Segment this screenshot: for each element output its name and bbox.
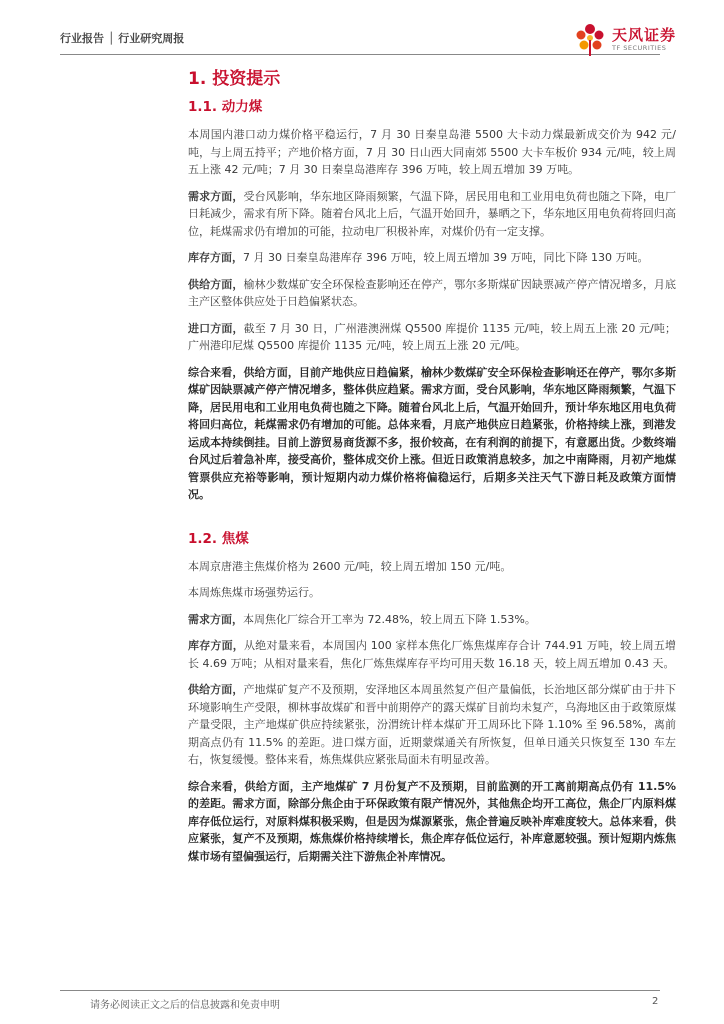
page-number: 2 — [652, 996, 659, 1007]
text-import: 截至 7 月 30 日，广州港澳洲煤 Q5500 库提价 1135 元/吨，较上周五上涨 20 元/吨；广州港印尼煤 Q5500 库提价 1135 元/吨，较上周五上涨 20 元/吨。 — [188, 321, 676, 352]
lead-demand: 需求方面， — [188, 189, 244, 203]
report-body — [188, 66, 676, 874]
report-category: 行业报告 │ 行业研究周报 — [60, 32, 185, 45]
paragraph-import — [188, 320, 676, 355]
brand-logo — [570, 20, 690, 58]
paragraph-summary-thermal: 综合来看，供给方面，目前产地供应日趋偏紧，榆林少数煤矿安全环保检查影响还在停产，鄂尔多斯煤矿因缺票减产停产情况增多，整体供应趋紧。需求方面，受台风影响，华东地区降雨频繁，气温下降，居民用电和工业用电负荷也随之下降。随着台风北上后，气温开始回升，预计华东地区用电负荷将回归高位，耗煤需求仍有增加的可能。总体来看，月底产地供应日趋紧张，价格持续上涨，到港发运成本持续倒挂。目前上游贸易商货源不多，报价较高，在有利润的前提下，有意愿出货。少数终端台风过后着急补库，接受高价，整体成交价上涨。但近日政策消息较多，加之中南降雨，月初产地煤管票供应充裕等影响，预计短期内动力煤价格将偏稳运行，后期多关注天气下游日耗及政策方面情况。 — [188, 365, 676, 501]
lead-coking-supply: 供给方面， — [188, 683, 244, 696]
subsection-title-thermal-coal: 1.1. 动力煤 — [188, 99, 263, 115]
text-coking-demand: 本周焦化厂综合开工率为 72.48%，较上周五下降 1.53%。 — [243, 612, 536, 626]
text-demand: 受台风影响，华东地区降雨频繁，气温下降，居民用电和工业用电负荷也随之下降，电厂日耗减少，需求有所下降。随着台风北上后，气温开始回升，暴晒之下，华东地区用电负荷将回归高位，耗煤需求仍有增加的可能，拉动电厂积极补库，对煤价仍有一定支撑。 — [188, 189, 677, 238]
paragraph-coking-inventory — [188, 637, 676, 672]
paragraph-summary-coking: 综合来看，供给方面，主产地煤矿 7 月份复产不及预期，目前监测的开工离前期高点仍有 11.5% 的差距。需求方面，除部分焦企由于环保政策有限产情况外，其他焦企均开工高位，焦企厂内原料煤库存低位运行，对原料煤积极采购，但是因为煤源紧张，焦企普遍反映补库难度较大。总体来看，供应紧张，复产不及预期，炼焦煤价格持续增长，焦企库存低位运行，补库意愿较强。预计短期内炼焦煤市场有望偏强运行，后期需关注下游焦企补库情况。 — [188, 779, 676, 863]
text-supply: 榆林少数煤矿安全环保检查影响还在停产，鄂尔多斯煤矿因缺票减产停产情况增多，月底主产区整体供应处于日趋偏紧状态。 — [188, 277, 677, 308]
text-coking-supply: 产地煤矿复产不及预期，安泽地区本周虽然复产但产量偏低，长治地区部分煤矿由于井下环境影响生产受限，柳林事故煤矿和晋中前期停产的露天煤矿目前均未复产，乌海地区由于政策原煤产量受限，主产地煤矿供应持续紧张，汾渭统计样本煤矿开工周环比下降 1.10% 至 96.58%，离前期高点仍有 11.5% 的差距。进口煤方面，近期蒙煤通关有所恢复，但单日通关只恢复至 130 车左右，恢复缓慢。整体来看，炼焦煤供应紧张局面未有明显改善。 — [188, 683, 677, 766]
paragraph-inventory — [188, 249, 676, 267]
paragraph-supply — [188, 276, 676, 311]
footer-divider — [60, 990, 660, 991]
subsection-title-coking-coal: 1.2. 焦煤 — [188, 530, 249, 547]
paragraph-coking-demand — [188, 611, 676, 629]
lead-supply: 供给方面， — [188, 277, 244, 291]
logo-text-cn: 天风证券 — [612, 26, 677, 44]
lead-import: 进口方面， — [188, 321, 244, 335]
section-title: 1. 投资提示 — [188, 69, 281, 89]
lead-inventory: 库存方面， — [188, 251, 243, 264]
disclaimer-text: 请务必阅读正文之后的信息披露和免责申明 — [90, 1000, 280, 1011]
text-inventory: 7 月 30 日秦皇岛港库存 396 万吨，较上周五增加 39 万吨，同比下降 130 万吨。 — [243, 251, 649, 264]
flower-logo-icon — [570, 20, 610, 58]
paragraph-coking-price: 本周京唐港主焦煤价格为 2600 元/吨，较上周五增加 150 元/吨。 — [188, 559, 512, 573]
text-coking-inventory: 从绝对量来看，本周国内 100 家样本焦化厂炼焦煤库存合计 744.91 万吨，较上周五增长 4.69 万吨；从相对量来看，焦化厂炼焦煤库存平均可用天数 16.18 天，较上周五增加 0.43 天。 — [188, 639, 677, 670]
paragraph-coking-market: 本周炼焦煤市场强势运行。 — [188, 586, 320, 599]
lead-coking-demand: 需求方面， — [188, 612, 243, 626]
lead-coking-inventory: 库存方面， — [188, 639, 244, 652]
paragraph-coking-supply — [188, 681, 676, 769]
logo-text-en: TF SECURITIES — [612, 44, 667, 52]
paragraph-demand — [188, 188, 676, 241]
paragraph-price: 本周国内港口动力煤价格平稳运行，7 月 30 日秦皇岛港 5500 大卡动力煤最新成交价为 942 元/吨，与上周五持平；产地价格方面，7 月 30 日山西大同南郊 5500 大卡车板价 934 元/吨，较上周五上涨 42 元/吨；7 月 30 日秦皇岛港库存 396 万吨，较上周五增加 39 万吨。 — [188, 128, 676, 176]
